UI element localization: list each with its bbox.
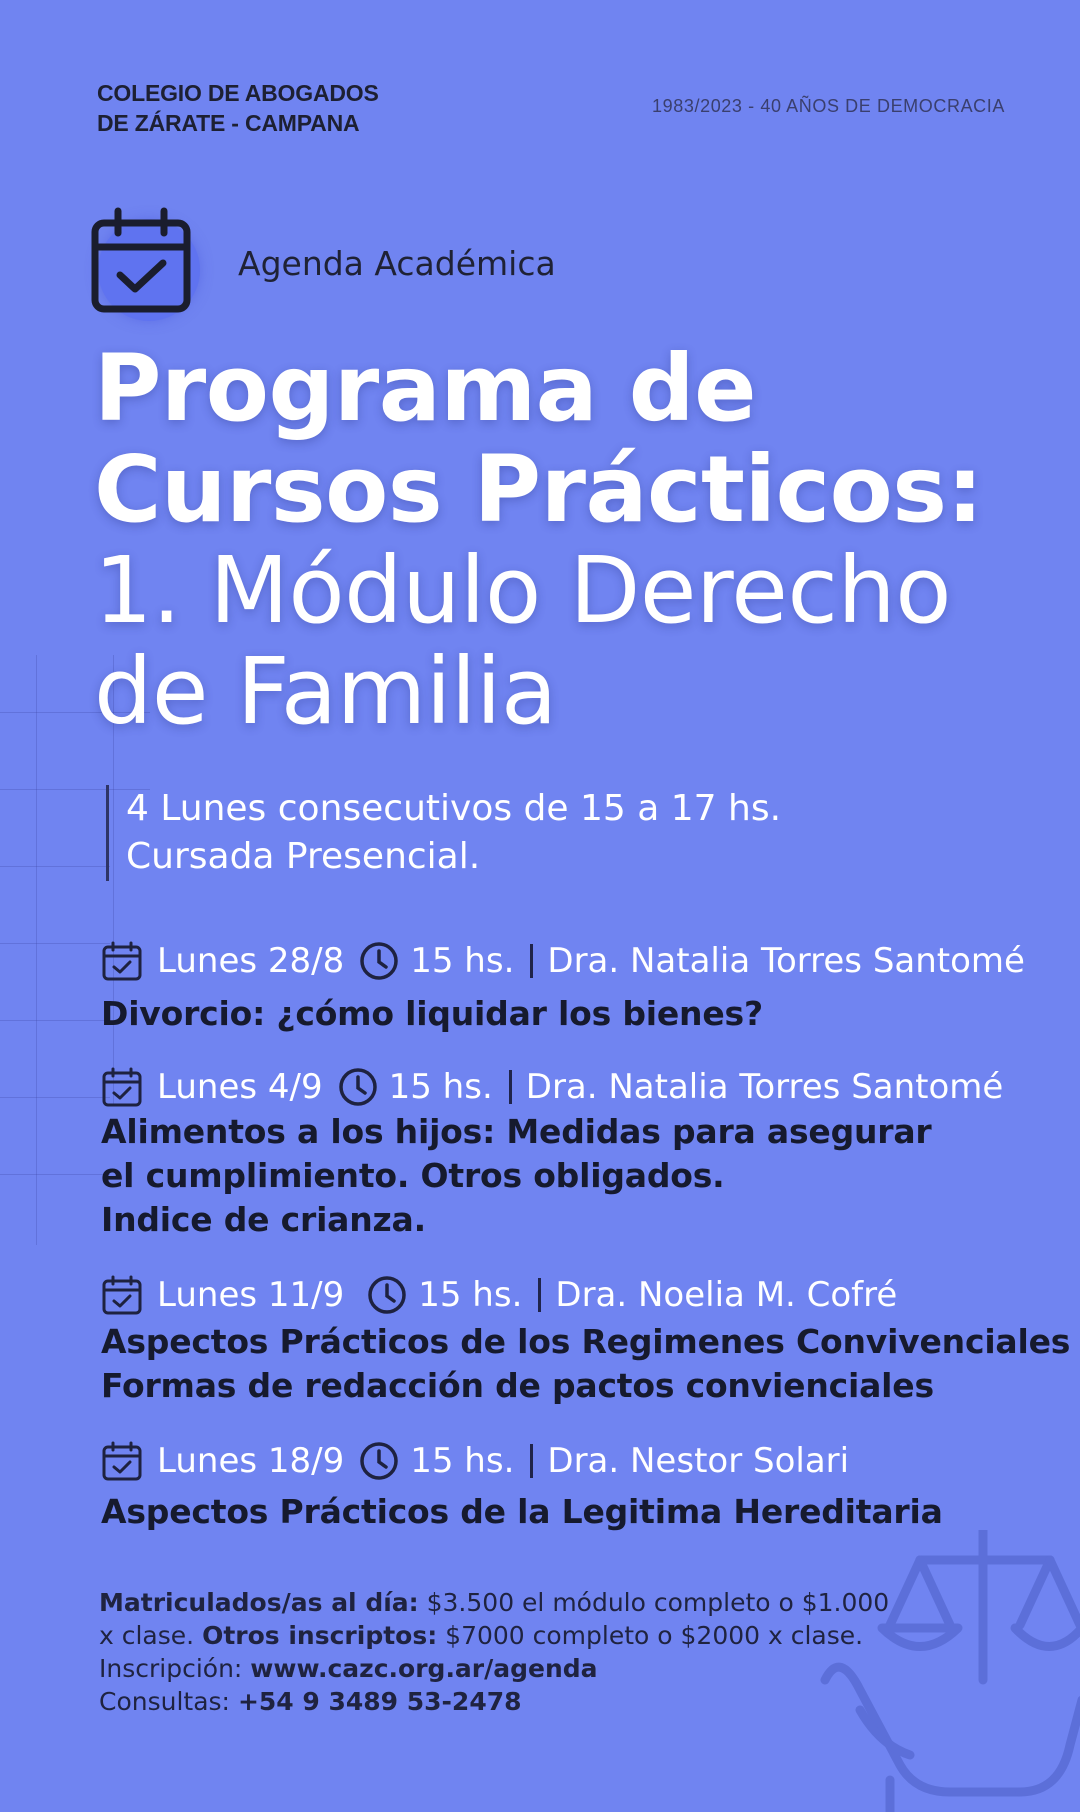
signup-line bbox=[99, 1652, 889, 1685]
session-time: 15 hs. bbox=[410, 941, 515, 981]
grid-line bbox=[36, 655, 37, 1245]
topic-line: Alimentos a los hijos: Medidas para asegurar bbox=[101, 1112, 932, 1151]
calendar-check-icon bbox=[88, 205, 198, 315]
page-title bbox=[94, 335, 1034, 745]
session-item bbox=[101, 1274, 1070, 1408]
signup-label: Inscripción: bbox=[99, 1654, 251, 1683]
members-price: $3.500 el módulo completo o $1.000 bbox=[418, 1588, 890, 1617]
grid-line bbox=[0, 866, 110, 867]
info-modality: Cursada Presencial. bbox=[126, 836, 481, 877]
session-date: Lunes 11/9 bbox=[157, 1275, 345, 1315]
session-speaker: Dra. Natalia Torres Santomé bbox=[547, 941, 1025, 981]
others-label: Otros inscriptos: bbox=[202, 1621, 438, 1650]
session-topic bbox=[101, 1110, 1003, 1242]
session-topic bbox=[101, 1320, 1070, 1408]
session-date: Lunes 4/9 bbox=[157, 1067, 323, 1107]
separator bbox=[530, 1444, 533, 1478]
session-item bbox=[101, 1066, 1003, 1242]
grid-line bbox=[0, 943, 110, 944]
session-topic bbox=[101, 992, 1025, 1036]
signup-link[interactable]: www.cazc.org.ar/agenda bbox=[250, 1654, 598, 1683]
course-info bbox=[106, 785, 781, 881]
contact-phone[interactable]: +54 9 3489 53-2478 bbox=[237, 1687, 522, 1716]
org-line-2: DE ZÁRATE - CAMPANA bbox=[97, 110, 360, 136]
grid-line bbox=[0, 1020, 110, 1021]
session-time: 15 hs. bbox=[410, 1441, 515, 1481]
session-speaker: Dra. Natalia Torres Santomé bbox=[525, 1067, 1004, 1107]
separator bbox=[509, 1070, 512, 1104]
topic-line: Divorcio: ¿cómo liquidar los bienes? bbox=[101, 994, 763, 1033]
session-date: Lunes 18/9 bbox=[157, 1441, 345, 1481]
topic-line: el cumplimiento. Otros obligados. bbox=[101, 1156, 725, 1195]
section-label: Agenda Académica bbox=[238, 244, 556, 283]
topic-line: Indice de crianza. bbox=[101, 1200, 426, 1239]
title-line-4: de Familia bbox=[94, 638, 557, 745]
session-item bbox=[101, 940, 1025, 1036]
session-item bbox=[101, 1440, 943, 1534]
calendar-check-icon bbox=[101, 940, 143, 982]
calendar-check-icon bbox=[101, 1440, 143, 1482]
organization-name bbox=[97, 78, 379, 138]
title-line-2: Cursos Prácticos: bbox=[94, 436, 983, 543]
topic-line: Aspectos Prácticos de la Legitima Hereditaria bbox=[101, 1492, 943, 1531]
pricing-line-1 bbox=[99, 1586, 889, 1619]
clock-icon bbox=[337, 1066, 379, 1108]
others-price: $7000 completo o $2000 x clase. bbox=[437, 1621, 864, 1650]
session-speaker: Dra. Noelia M. Cofré bbox=[555, 1275, 898, 1315]
grid-line bbox=[0, 1097, 110, 1098]
separator bbox=[538, 1278, 541, 1312]
session-time: 15 hs. bbox=[418, 1275, 523, 1315]
info-schedule: 4 Lunes consecutivos de 15 a 17 hs. bbox=[126, 788, 782, 829]
contact-line bbox=[99, 1685, 889, 1718]
anniversary-text: 1983/2023 - 40 AÑOS DE DEMOCRACIA bbox=[652, 96, 1005, 116]
pricing-and-contact bbox=[99, 1586, 889, 1718]
topic-line: Aspectos Prácticos de los Regimenes Convivenciales bbox=[101, 1322, 1071, 1361]
session-time: 15 hs. bbox=[388, 1067, 493, 1107]
org-line-1: COLEGIO DE ABOGADOS bbox=[97, 80, 379, 106]
grid-line bbox=[0, 1174, 110, 1175]
clock-icon bbox=[358, 940, 400, 982]
clock-icon bbox=[358, 1440, 400, 1482]
calendar-check-icon bbox=[101, 1274, 143, 1316]
calendar-check-icon bbox=[101, 1066, 143, 1108]
topic-line: Formas de redacción de pactos convienciales bbox=[101, 1366, 934, 1405]
session-topic bbox=[101, 1490, 943, 1534]
session-date: Lunes 28/8 bbox=[157, 941, 345, 981]
title-line-1: Programa de bbox=[94, 335, 757, 442]
members-label: Matriculados/as al día: bbox=[99, 1588, 419, 1617]
separator bbox=[530, 944, 533, 978]
contact-label: Consultas: bbox=[99, 1687, 238, 1716]
clock-icon bbox=[366, 1274, 408, 1316]
members-price-cont: x clase. bbox=[99, 1621, 203, 1650]
session-speaker: Dra. Nestor Solari bbox=[547, 1441, 850, 1481]
title-line-3: 1. Módulo Derecho bbox=[94, 537, 952, 644]
pricing-line-2 bbox=[99, 1619, 889, 1652]
